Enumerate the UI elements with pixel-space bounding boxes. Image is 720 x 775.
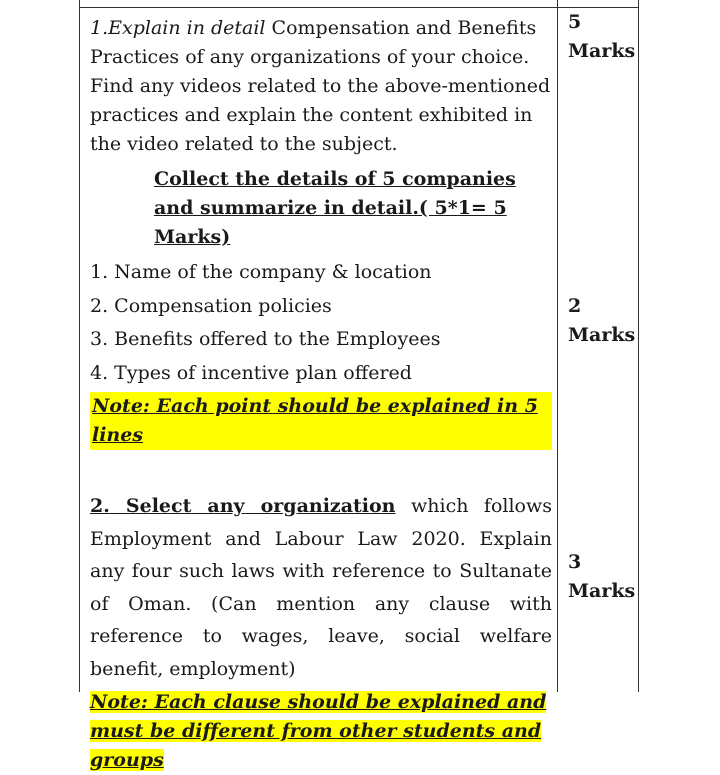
list-item: 4. Types of incentive plan offered: [90, 361, 412, 384]
question1-subheading: Collect the details of 5 companies and summarize in detail.( 5*1= 5 Marks): [154, 168, 516, 248]
table-right-border: [638, 0, 639, 692]
question2-note-wrap: [90, 688, 552, 775]
question2-paragraph: [90, 490, 552, 685]
marks-q1b: [568, 292, 635, 350]
question-cell: [90, 14, 552, 775]
marks-number: 5: [568, 11, 582, 33]
table-column-divider: [557, 0, 558, 692]
question2-text: which follows Employment and Labour Law 2020. Explain any four such laws with reference to Sultanate of Oman. (Can mention any clause with reference to wages, leave, social welfare benefit, employment): [90, 495, 552, 680]
question1-points: [90, 256, 552, 390]
list-item: 2. Compensation policies: [90, 294, 332, 317]
marks-q2: [568, 548, 635, 606]
list-item: 1. Name of the company & location: [90, 261, 432, 283]
question2-note: Note: Each clause should be explained and must be different from other students and groups: [90, 691, 547, 771]
marks-label: Marks: [568, 580, 636, 602]
table-top-border: [79, 7, 639, 8]
question1-paragraph: [90, 14, 552, 159]
list-item: 3. Benefits offered to the Employees: [90, 328, 441, 350]
marks-label: Marks: [568, 324, 636, 346]
question2-lead: 2. Select any organization: [90, 495, 396, 517]
question1-lead: 1.Explain in detail: [90, 17, 266, 39]
marks-number: 3: [568, 551, 582, 573]
table-left-border: [79, 0, 80, 692]
marks-q1: [568, 8, 635, 66]
question1-text: Compensation and Benefits Practices of any organizations of your choice. Find any videos related to the above-mentioned practices and explain the content exhibited in the video related to the subject.: [90, 17, 551, 155]
question1-note: Note: Each point should be explained in 5 lines: [90, 392, 552, 450]
marks-number: 2: [568, 295, 582, 317]
marks-label: Marks: [568, 40, 636, 62]
